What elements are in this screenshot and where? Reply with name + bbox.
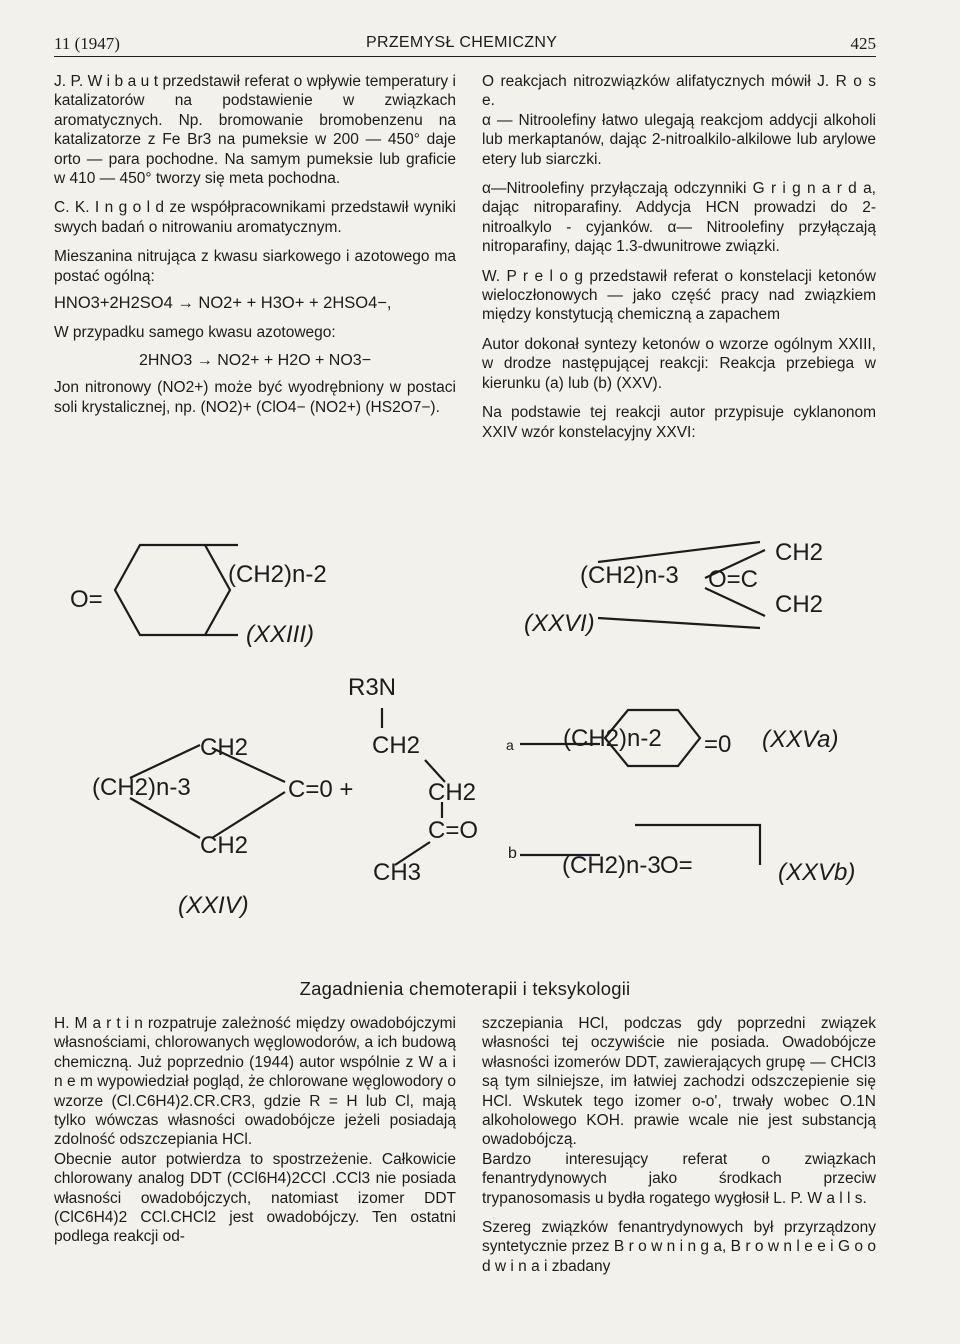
xxvi-ch2-bottom: CH2 — [775, 591, 824, 618]
xxiii-o: O= — [70, 586, 103, 613]
xxvi-label: (XXVI) — [524, 610, 595, 637]
left-column — [54, 72, 456, 417]
issue-number: 11 (1947) — [54, 34, 120, 53]
paragraph-rose: O reakcjach nitrozwiązków alifatycznych mówił J. R o s e. — [482, 73, 876, 110]
xxiii-label: (XXIII) — [246, 621, 315, 648]
reagent-carbonyl: C=O — [428, 817, 479, 844]
xxiii-ch2-label: (CH2)n-2 — [228, 561, 327, 588]
paragraph-wibaut: J. P. W i b a u t przedstawił referat o wpływie temperatury i katalizatorów na podstawienie w związkach aromatycznych. Np. bromowanie bromobenzenu na katalizatorze z Fe Br3 na pumeksie w 200 — 450° daje orto — para pochodne. Na samym pumeksie lub graficie w 410 — 450° tworzy się meta pochodna. — [54, 73, 456, 188]
xxiv-ch2-bottom: CH2 — [200, 832, 249, 859]
xxvb-label: (XXVb) — [778, 859, 856, 886]
xxvi-carbonyl: O=C — [708, 566, 759, 593]
xxiv-carbonyl: C=0 + — [288, 776, 354, 803]
xxiv-ch2-top: CH2 — [200, 734, 249, 761]
header-rule — [54, 56, 876, 57]
chemical-structures — [0, 520, 960, 960]
equation-nitric-acid: 2HNO3 → NO2+ + H2O + NO3− — [138, 351, 372, 369]
paragraph-nitroolefins-2: α—Nitroolefiny przyłączają odczynniki G r i g n a r d a, dając nitroparafiny. Addycja HCN prowadzi do 2-nitroalkylo - cyjanków. α— Nitroolefiny przyłączają nitroparafiny, dając 1.3-dwunitrowe związki. — [482, 180, 876, 256]
paragraph-nitronium: Jon nitronowy (NO2+) może być wyodrębniony w postaci soli krystalicznej, np. (NO2)+ (ClO4− (NO2+) (HS2O7−). — [54, 379, 456, 416]
section-title: Zagadnienia chemoterapii i teksykologii — [299, 978, 631, 999]
reagent-ch2-2: CH2 — [428, 779, 477, 806]
xxva-carbonyl: =0 — [704, 731, 732, 758]
paragraph-ddt: Obecnie autor potwierdza to spostrzeżenie. Całkowicie chlorowany analog DDT (CCl6H4)2CCl .CCl3 nie posiada własności owadobójczych, natomiast izomer DDT (ClC6H4)2 CCl.CHCl2 jest owadobójczy. Ten ostatni podlega reakcji od- — [54, 1150, 456, 1246]
reagent-ch2: CH2 — [372, 732, 421, 759]
page-number: 425 — [850, 34, 876, 53]
path-b-label: b — [508, 845, 517, 862]
journal-title: PRZEMYSŁ CHEMICZNY — [366, 34, 558, 51]
xxvi-ch2-label: (CH2)n-3 — [580, 562, 679, 589]
page-header — [54, 30, 876, 62]
xxiv-ch2-label: (CH2)n-3 — [92, 774, 191, 801]
paragraph-browning: Szereg związków fenantrydynowych był przyrządzony syntetycznie przez B r o w n i n g a, B r o w n l e e i G o o d w i n a i zbadany — [482, 1219, 876, 1275]
reagent-ch3: CH3 — [373, 859, 422, 886]
paragraph-mixture: Mieszanina nitrująca z kwasu siarkowego i azotowego ma postać ogólną: — [54, 248, 456, 285]
xxva-ch2-label: (CH2)n-2 — [563, 725, 662, 752]
reagent-r3n: R3N — [348, 674, 397, 701]
paragraph-nitric-acid: W przypadku samego kwasu azotowego: — [54, 324, 336, 342]
xxvb-carbonyl: O= — [660, 852, 693, 879]
paragraph-nitroolefins-1: α — Nitroolefiny łatwo ulegają reakcjom addycji alkoholi lub merkaptanów, dając 2-nitroalkilo-alkilowe lub arylowe etery lub siarczki. — [482, 111, 876, 168]
xxva-label: (XXVa) — [762, 726, 839, 753]
paragraph-constellation: Na podstawie tej reakcji autor przypisuje cyklanonom XXIV wzór konstelacyjny XXVI: — [482, 404, 876, 441]
right-column-2 — [482, 1014, 876, 1276]
left-column-2 — [54, 1014, 456, 1247]
xxvb-ch2-label: (CH2)n-3 — [562, 852, 661, 879]
equation-nitrating-mixture: HNO3+2H2SO4 → NO2+ + H3O+ + 2HSO4−, — [54, 294, 392, 313]
path-a-label: a — [506, 737, 514, 753]
paragraph-ingold: C. K. I n g o l d ze współpracownikami przedstawił wyniki swych badań o nitrowaniu aromatycznym. — [54, 199, 456, 236]
paragraph-martin: H. M a r t i n rozpatruje zależność między owadobójczymi własnościami, chlorowanych węglowodorów, a ich budową chemiczną. Już poprzednio (1944) autor wspólnie z W a i n e m wypowiedział pogląd, że chlorowane węglowodory o wzorze (Cl.C6H4)2.CR.CR3, gdzie R = H lub Cl, mają tylko wówczas własności owadobójcze jeżeli posiadają zdolność odszczepiania HCl. — [54, 1015, 456, 1149]
paragraph-walls: Bardzo interesujący referat o związkach fenantrydynowych jako środkach przeciw trypanosomasis u bydła rogatego wygłosił L. P. W a l l s. — [482, 1150, 876, 1207]
paragraph-prelog: W. P r e l o g przedstawił referat o konstelacji ketonów wieloczłonowych — jako część pracy nad związkiem między konstytucją chemiczną a zapachem — [482, 267, 876, 324]
paragraph-synthesis: Autor dokonał syntezy ketonów o wzorze ogólnym XXIII, w drodze następującej reakcji: Reakcja przebiega w kierunku (a) lub (b) (XXV). — [482, 335, 876, 392]
xxiii-ring — [115, 545, 230, 635]
xxiii-chain-lines — [205, 545, 238, 635]
paragraph-hcl: szczepiania HCl, podczas gdy poprzedni związek własności tej oczywiście nie posiada. Owadobójcze własności izomerów DDT, zawierających grupę — CHCl3 są tym silniejsze, im łatwiej zachodzi odszczepienie się HCl. Wskutek tego izomer o-o', trwały wobec O.1N alkoholowego KOH. prawie wcale nie jest substancją owadobójczą. — [482, 1015, 876, 1149]
xxiv-label: (XXIV) — [178, 892, 249, 919]
right-column — [482, 72, 876, 442]
xxvi-ch2-top: CH2 — [775, 539, 824, 566]
